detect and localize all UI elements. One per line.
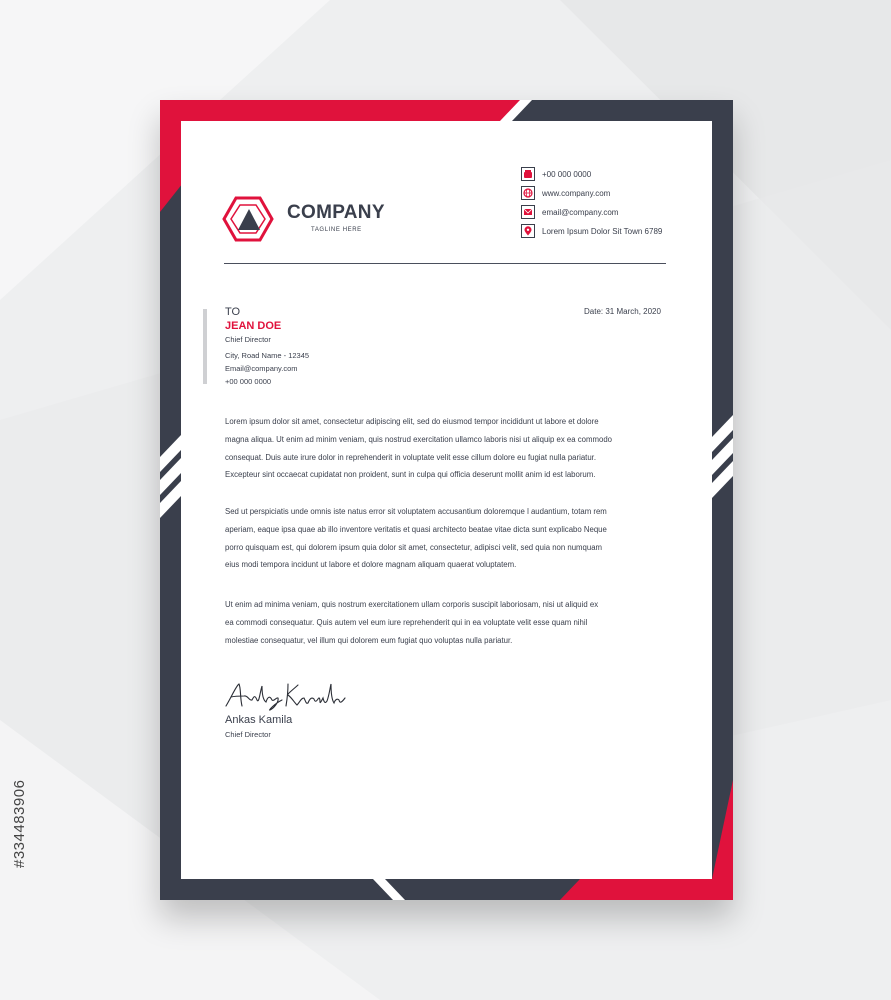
location-pin-icon (521, 224, 535, 238)
paragraph-line: Lorem ipsum dolor sit amet, consectetur adipiscing elit, sed do eiusmod tempor incididunt ut labore et dolore (225, 417, 599, 426)
paragraph-line: ea commodi consequatur. Quis autem vel eum iure reprehenderit qui in ea voluptate velit esse quam nihil (225, 617, 588, 627)
company-name: COMPANY (287, 202, 385, 223)
phone-icon (521, 167, 535, 181)
contact-email: email@company.com (542, 208, 619, 217)
paragraph-line: molestiae consequatur, vel illum qui dolorem eum fugiat quo voluptas nulla pariatur. (225, 635, 513, 645)
paragraph-3 (225, 596, 671, 649)
stock-image-id: #334483906 (11, 779, 28, 868)
recipient-email: Email@company.com (225, 364, 298, 373)
paragraph-2 (225, 503, 671, 574)
paragraph-line: Ut enim ad minima veniam, quis nostrum exercitationem ullam corporis suscipit laboriosam, nisi ut aliquid ex (225, 600, 599, 609)
signer-title: Chief Director (225, 730, 271, 739)
paragraph-line: magna aliqua. Ut enim ad minim veniam, quis nostrud exercitation ullamco laboris nisi ut aliquip ex ea commodo (225, 434, 613, 444)
paragraph-line: eius modi tempora incidunt ut labore et dolore magnam aliquam quaerat voluptatem. (225, 560, 517, 570)
handwritten-signature (222, 678, 347, 712)
company-tagline: TAGLINE HERE (311, 227, 362, 233)
paragraph-line: consequat. Duis aute irure dolor in reprehenderit in voluptate velit esse cillum dolore eu fugiat nulla pariatur. (225, 452, 596, 462)
contact-website: www.company.com (542, 189, 611, 198)
paragraph-line: Excepteur sint occaecat cupidatat non proident, sunt in culpa qui officia deserunt mollit anim id est laborum. (225, 470, 596, 480)
company-logo-icon (222, 196, 274, 242)
to-label: TO (225, 306, 241, 318)
paragraph-1 (225, 413, 671, 484)
contact-address: Lorem Ipsum Dolor Sit Town 6789 (542, 227, 663, 236)
paragraph-line: porro quisquam est, qui dolorem ipsum quia dolor sit amet, consectetur, adipisci velit, sed quia non numquam (225, 542, 603, 552)
paragraph-line: aperiam, eaque ipsa quae ab illo inventore veritatis et quasi architecto beatae vitae dicta sunt explicabo Neque (225, 524, 607, 534)
recipient-title: Chief Director (225, 335, 271, 344)
recipient-name: JEAN DOE (225, 320, 282, 332)
globe-icon (521, 186, 535, 200)
recipient-address: City, Road Name - 12345 (225, 351, 310, 360)
contact-phone: +00 000 0000 (542, 170, 592, 179)
header-divider (224, 263, 666, 264)
mail-icon (521, 205, 535, 219)
recipient-phone: +00 000 0000 (225, 377, 272, 386)
address-accent-bar (203, 309, 207, 384)
signer-name: Ankas Kamila (225, 714, 293, 726)
letter-date: Date: 31 March, 2020 (584, 307, 661, 316)
paragraph-line: Sed ut perspiciatis unde omnis iste natus error sit voluptatem accusantium doloremque l audantium, totam rem (225, 507, 607, 516)
